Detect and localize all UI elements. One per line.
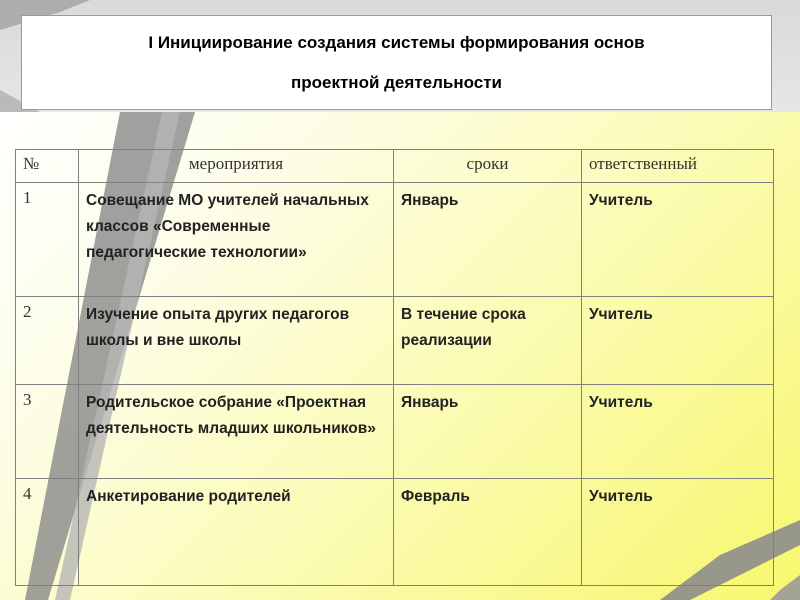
- header-event: мероприятия: [79, 150, 394, 183]
- row-term: Январь: [394, 183, 582, 297]
- row-term: В течение срока реализации: [394, 297, 582, 385]
- table-row: [16, 183, 774, 297]
- page-title-line-1: I Инициирование создания системы формирования основ: [148, 32, 645, 52]
- row-term: Февраль: [394, 479, 582, 586]
- row-responsible: Учитель: [582, 183, 774, 297]
- table-row: [16, 479, 774, 586]
- row-num: 4: [16, 479, 79, 586]
- table-row: [16, 385, 774, 479]
- row-num: 3: [16, 385, 79, 479]
- row-event: Родительское собрание «Проектная деятельность младших школьников»: [79, 385, 394, 479]
- table-header-row: [16, 150, 774, 183]
- row-num: 1: [16, 183, 79, 297]
- row-responsible: Учитель: [582, 297, 774, 385]
- row-responsible: Учитель: [582, 479, 774, 586]
- header-term: сроки: [394, 150, 582, 183]
- title-box: [21, 15, 772, 110]
- row-num: 2: [16, 297, 79, 385]
- header-responsible: ответственный: [582, 150, 774, 183]
- row-term: Январь: [394, 385, 582, 479]
- row-event: Анкетирование родителей: [79, 479, 394, 586]
- row-event: Совещание МО учителей начальных классов «Современные педагогические технологии»: [79, 183, 394, 297]
- row-responsible: Учитель: [582, 385, 774, 479]
- page-title-line-2: проектной деятельности: [290, 72, 502, 92]
- row-event: Изучение опыта других педагогов школы и вне школы: [79, 297, 394, 385]
- header-num: №: [16, 150, 79, 183]
- plan-table: [15, 149, 774, 586]
- table-row: [16, 297, 774, 385]
